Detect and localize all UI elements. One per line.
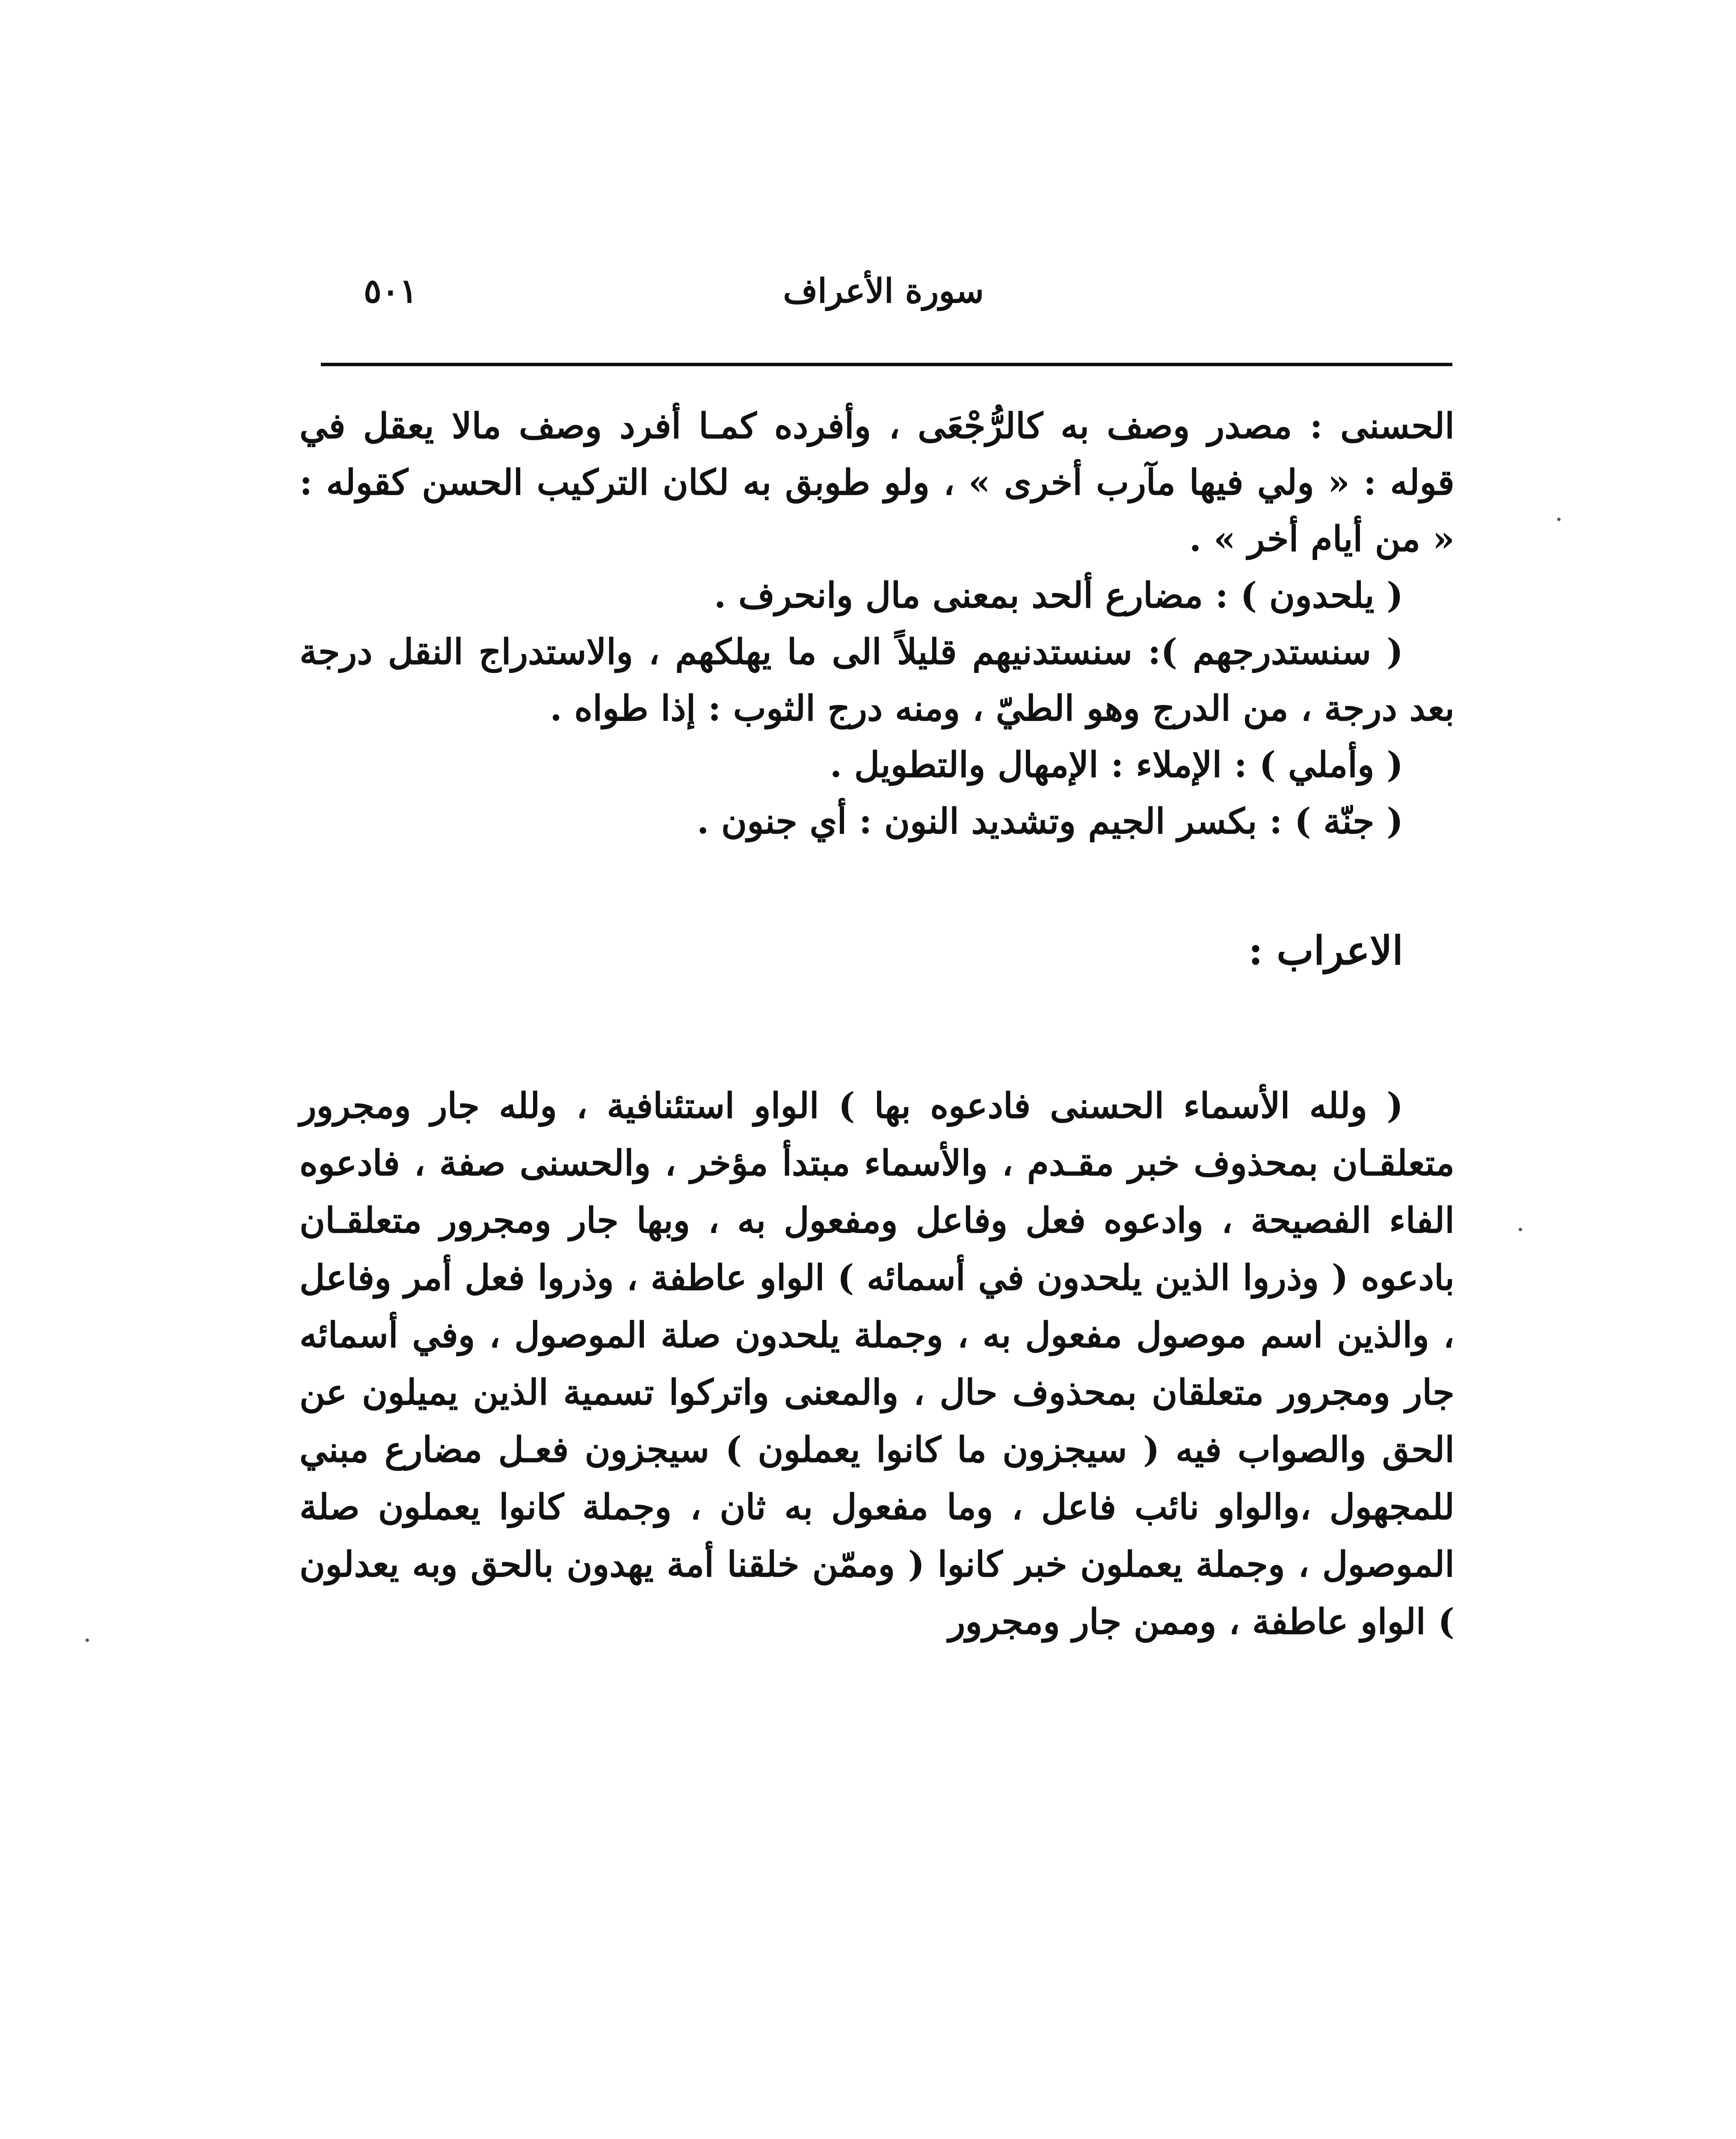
- gloss-sanastadrijuhum: ( سنستدرجهم ): سنستدنيهم قليلاً الى ما يهلكهم ، والاستدراج النقل درجة بعد درجة ، من الدرج وهو الطيّ ، ومنه درج الثوب : إذا طواه .: [299, 631, 1455, 729]
- irab-paragraph: ( ولله الأسماء الحسنى فادعوه بها ) الواو استئنافية ، ولله جار ومجرور متعلقـان بمحذوف خبر مقـدم ، والأسماء مبتدأ مؤخر ، والحسنى صفة ، فادعوه الفاء الفصيحة ، وادعوه فعل وفاعل ومفعول به ، وبها جار ومجرور متعلقـان بادعوه ( وذروا الذين يلحدون في أسمائه ) الواو عاطفة ، وذروا فعل أمر وفاعل ، والذين اسم موصول مفعول به ، وجملة يلحدون صلة الموصول ، وفي أسمائه جار ومجرور متعلقان بمحذوف حال ، والمعنى واتركوا تسمية الذين يميلون عن الحق والصواب فيه ( سيجزون ما كانوا يعملون ) سيجزون فعـل مضارع مبني للمجهول ،والواو نائب فاعل ، وما مفعول به ثان ، وجملة كانوا يعملون صلة الموصول ، وجملة يعملون خبر كانوا ( وممّن خلقنا أمة يهدون بالحق وبه يعدلون ) الواو عاطفة ، وممن جار ومجرور: [299, 1085, 1455, 1642]
- gloss-paragraph: الحسنى : مصدر وصف به كالرُّجْعَى ، وأفرده كمـا أفرد وصف مالا يعقل في قوله : « ولي فيها مآرب أخرى » ، ولو طوبق به لكان التركيب الحسن كقوله : « من أيام أخر » .: [299, 406, 1455, 560]
- header-divider: [321, 363, 1452, 366]
- scan-speck: [1519, 1228, 1522, 1231]
- gloss-yulhidun: ( يلحدون ) : مضارع ألحد بمعنى مال وانحرف .: [714, 575, 1403, 616]
- gloss-jinna: ( جنّة ) : بكسر الجيم وتشديد النون : أي جنون .: [696, 801, 1403, 842]
- surah-title: سورة الأعراف: [783, 272, 984, 311]
- page-header: [321, 263, 1455, 327]
- gloss-umli: ( وأملي ) : الإملاء : الإمهال والتطويل .: [829, 744, 1403, 785]
- section-heading-irab: الاعراب :: [1248, 927, 1403, 974]
- scan-speck: [1557, 518, 1561, 521]
- page-number: ٥٠١: [364, 272, 418, 311]
- page-body: [299, 398, 1455, 1650]
- scan-speck: [86, 1638, 89, 1642]
